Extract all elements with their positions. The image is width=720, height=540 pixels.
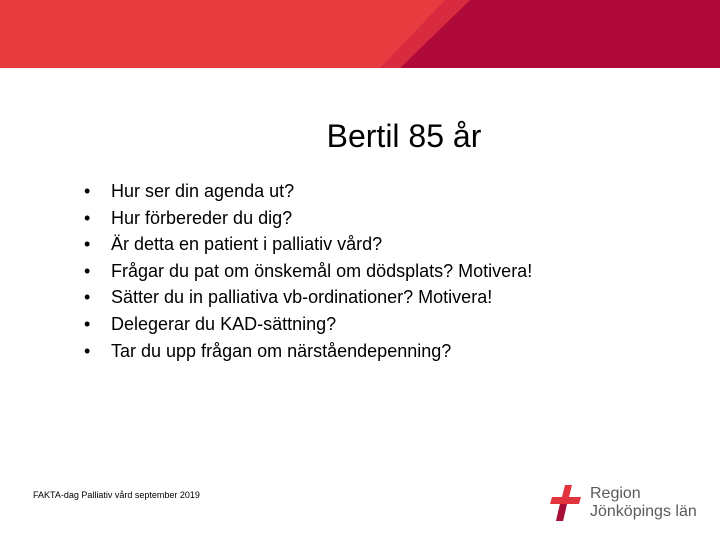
bullet-list bbox=[84, 178, 532, 364]
logo-text-region: Region bbox=[590, 485, 641, 502]
region-cross-icon bbox=[548, 483, 588, 523]
slide-title: Bertil 85 år bbox=[326, 118, 482, 154]
bullet-item: • Hur ser din agenda ut? bbox=[84, 178, 532, 205]
bullet-item: • Är detta en patient i palliativ vård? bbox=[84, 231, 532, 258]
footer-text: FAKTA-dag Palliativ vård september 2019 bbox=[33, 490, 200, 500]
bullet-item: • Frågar du pat om önskemål om dödsplats? Motivera! bbox=[84, 258, 532, 285]
region-logo bbox=[548, 483, 708, 523]
bullet-item: • Hur förbereder du dig? bbox=[84, 205, 532, 232]
bullet-item: • Sätter du in palliativa vb-ordinationer? Motivera! bbox=[84, 284, 532, 311]
logo-text-county: Jönköpings län bbox=[590, 503, 697, 520]
header-banner bbox=[0, 0, 720, 68]
bullet-item: • Tar du upp frågan om närståendepenning? bbox=[84, 338, 532, 365]
bullet-item: • Delegerar du KAD-sättning? bbox=[84, 311, 532, 338]
